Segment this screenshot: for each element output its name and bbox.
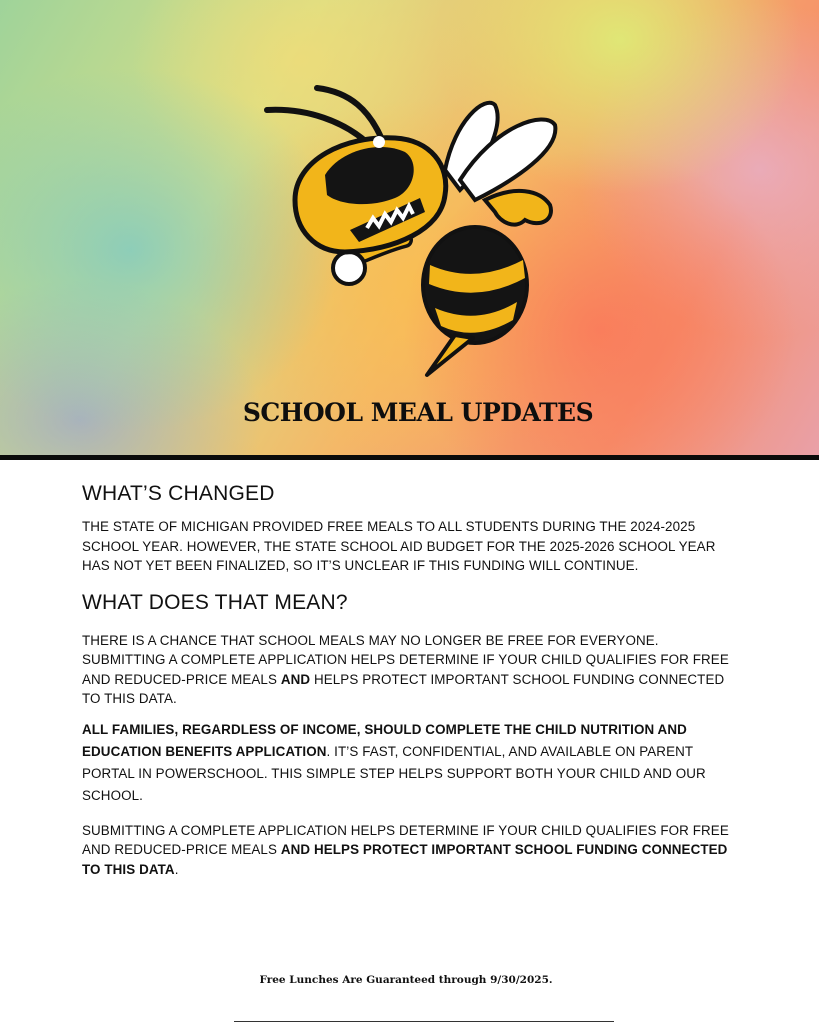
footer-note: Free Lunches Are Guaranteed through 9/30/2025. <box>259 974 553 986</box>
page-title: SCHOOL MEAL UPDATES <box>242 398 594 427</box>
paragraph-text: HELPS PROTECT IMPORTANT SCHOOL FUNDING CONNECTED TO THIS DATA. <box>82 671 725 706</box>
paragraph-whats-changed: THE STATE OF MICHIGAN PROVIDED FREE MEALS TO ALL STUDENTS DURING THE 2024-2025 SCHOOL YEAR. HOWEVER, THE STATE SCHOOL AID BUDGET FOR THE 2025-2026 SCHOOL YEAR HAS NOT YET BEEN FINALIZED, SO IT’S UNCLEAR IF THIS FUNDING WILL CONTINUE. <box>82 519 716 573</box>
hero-banner <box>0 0 819 455</box>
paragraph-text: . IT’S FAST, CONFIDENTIAL, AND AVAILABLE ON PARENT PORTAL IN POWERSCHOOL. THIS SIMPLE STEP HELPS SUPPORT BOTH YOUR CHILD AND OUR SCHOOL. <box>82 743 706 803</box>
yellow-jacket-mascot-icon <box>255 80 565 380</box>
main-content <box>82 482 742 879</box>
paragraph-all-families <box>82 719 742 807</box>
footer-divider <box>234 1021 614 1022</box>
emphasis-text: AND <box>280 671 311 687</box>
paragraph-text: . <box>174 861 179 877</box>
emphasis-text: AND HELPS PROTECT IMPORTANT SCHOOL FUNDING CONNECTED TO THIS DATA <box>82 842 728 877</box>
header-divider <box>0 455 819 460</box>
paragraph-chance-meals <box>82 631 742 709</box>
section-heading-whats-changed: WHAT’S CHANGED <box>82 482 275 505</box>
emphasis-text: ALL FAMILIES, REGARDLESS OF INCOME, SHOULD COMPLETE THE CHILD NUTRITION AND EDUCATION BENEFITS APPLICATION <box>82 721 687 759</box>
paragraph-text: SUBMITTING A COMPLETE APPLICATION HELPS DETERMINE IF YOUR CHILD QUALIFIES FOR FREE AND REDUCED-PRICE MEALS <box>82 822 729 857</box>
section-heading-what-does-that-mean: WHAT DOES THAT MEAN? <box>82 590 348 614</box>
paragraph-text: THERE IS A CHANCE THAT SCHOOL MEALS MAY NO LONGER BE FREE FOR EVERYONE. SUBMITTING A COMPLETE APPLICATION HELPS DETERMINE IF YOUR CHILD QUALIFIES FOR FREE AND REDUCED-PRICE MEALS <box>82 632 729 687</box>
paragraph-submitting-application <box>82 821 742 880</box>
